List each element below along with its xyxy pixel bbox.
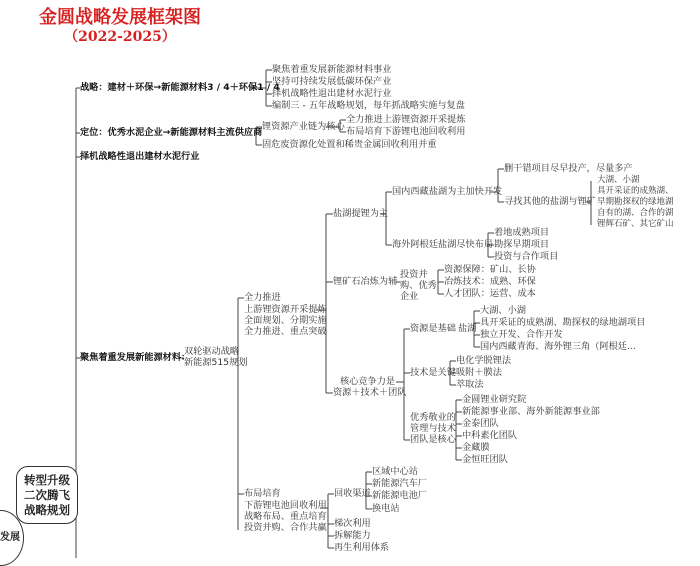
title-line-1: 金圆战略发展框架图 xyxy=(39,7,201,28)
newenergy-label: 聚焦着重发展新能源材料： xyxy=(80,352,191,363)
upstream-line-4: 全力推进、重点突破 xyxy=(244,326,327,337)
team-item: 新能源事业部、海外新能源事业部 xyxy=(462,406,600,417)
team-item: 金圆锂业研究院 xyxy=(462,394,527,405)
ore-sub: 投资并购、优秀企业 xyxy=(400,269,437,302)
ore-item: 人才团队：运营、成本 xyxy=(444,288,536,299)
tibet-b-sub: 早期勘探权的绿地湖 xyxy=(597,197,674,207)
recycle-item: 梯次利用 xyxy=(334,518,371,529)
tibet-a: 删干错项目尽早投产，尽量多产 xyxy=(504,163,633,174)
position-item: 固危废资源化处置和稀贵金属回收利用并重 xyxy=(262,139,437,150)
tibet-b-sub: 锂辉石矿、其它矿山 xyxy=(597,219,674,229)
strategy-item: 择机战略性退出建材水泥行业 xyxy=(272,88,392,99)
recycle-item: 再生利用体系 xyxy=(334,542,390,553)
abroad-item: 着地成熟项目 xyxy=(494,227,550,238)
core-line-2: 二次腾飞 xyxy=(24,487,70,502)
downstream-line-4: 投资并购、合作共赢 xyxy=(244,522,327,533)
downstream-line-3: 战略布局、重点培育 xyxy=(244,511,327,522)
position-item: 锂资源产业链为核心 xyxy=(262,121,345,132)
resource-label: 资源是基础 xyxy=(410,323,456,334)
core-line-1: 转型升级 xyxy=(24,472,70,487)
team-item: 金藏膜 xyxy=(462,442,490,453)
resource-item: 大湖、小湖 xyxy=(480,305,526,316)
tibet-b-sub: 自有的湖、合作的湖 xyxy=(597,208,674,218)
upstream-line-1: 全力推进 xyxy=(244,292,281,303)
compete-line-1: 核心竞争力是 xyxy=(340,376,396,387)
channel-item: 新能源汽车厂 xyxy=(372,478,428,489)
ore-label: 锂矿石冶炼为辅 xyxy=(333,276,398,287)
salt-label: 盐湖提锂为主 xyxy=(333,208,389,219)
downstream-line-2: 下游锂电池回收利用 xyxy=(244,500,327,511)
tibet-b: 寻找其他的盐湖与锂矿 xyxy=(504,196,596,207)
channel-item: 新能源电池厂 xyxy=(372,490,428,501)
compete-line-2: 资源＋技术＋团队 xyxy=(333,387,407,398)
tech-item: 电化学脱锂法 xyxy=(456,355,512,366)
team-item: 金泰团队 xyxy=(462,418,499,429)
upstream-line-3: 全面规划、分期实施 xyxy=(244,315,327,326)
tech-label: 技术是关键 xyxy=(410,367,456,378)
downstream-line-1: 布局培育 xyxy=(244,488,281,499)
drive-line-2: 新能源515规划 xyxy=(184,357,248,368)
team-line-1: 优秀敬业的 xyxy=(410,412,456,423)
abroad-item: 投资与合作项目 xyxy=(494,251,559,262)
resource-item: 独立开发、合作开发 xyxy=(480,329,563,340)
resource-item: 具开采证的成熟湖、勘探权的绿地湖项目 xyxy=(480,317,646,328)
abroad-item: 勘探早期项目 xyxy=(494,239,550,250)
root-label: 发展 xyxy=(0,532,20,543)
position-label: 定位：优秀水泥企业→新能源材料主流供应商 xyxy=(80,127,263,138)
team-line-2: 管理与技术 xyxy=(410,423,456,434)
team-item: 中科素化团队 xyxy=(462,430,518,441)
tibet-b-sub: 具开采证的成熟湖、 xyxy=(597,186,674,196)
ore-item: 资源保障：矿山、长协 xyxy=(444,264,536,275)
upstream-line-2: 上游锂资源开采提炼 xyxy=(244,304,327,315)
tibet-label: 国内西藏盐湖为主加快开发 xyxy=(392,186,503,197)
position-item: 全力推进上游锂资源开采提炼 xyxy=(346,114,466,125)
ore-item: 冶炼技术：成熟、环保 xyxy=(444,276,536,287)
tibet-b-sub: 大湖、小湖 xyxy=(597,175,640,185)
strategy-item: 编制三 - 五年战略规划，每年抓战略实施与复盘 xyxy=(272,100,465,111)
tech-item: 萃取法 xyxy=(456,379,484,390)
recycle-item: 拆解能力 xyxy=(334,530,371,541)
position-item: 布局培育下游锂电池回收利用 xyxy=(346,126,466,137)
team-line-3: 团队是核心 xyxy=(410,434,456,445)
resource-item: 国内西藏青海、海外锂三角（阿根廷... xyxy=(480,341,636,352)
channel-item: 区域中心站 xyxy=(372,466,418,477)
title-line-2: （2022-2025） xyxy=(64,28,176,45)
exit-label: 择机战略性退出建材水泥行业 xyxy=(80,151,200,162)
channel-label: 回收渠道 xyxy=(334,488,371,499)
strategy-item: 坚持可持续发展低碳环保产业 xyxy=(272,76,392,87)
channel-item: 换电站 xyxy=(372,503,400,514)
tech-item: 吸附＋膜法 xyxy=(456,367,502,378)
resource-tag: 盐湖 xyxy=(458,323,477,334)
strategy-item: 聚焦着重发展新能源材料事业 xyxy=(272,64,392,75)
team-item: 金恒旺团队 xyxy=(462,454,508,465)
core-line-3: 战略规划 xyxy=(24,502,70,517)
strategy-label: 战略：建材＋环保→新能源材料3 / 4＋环保1 / 4 xyxy=(80,82,280,93)
abroad-label: 海外阿根廷盐湖尽快布局 xyxy=(392,239,494,250)
drive-line-1: 双轮驱动战略 xyxy=(184,346,240,357)
core-node xyxy=(16,466,78,524)
